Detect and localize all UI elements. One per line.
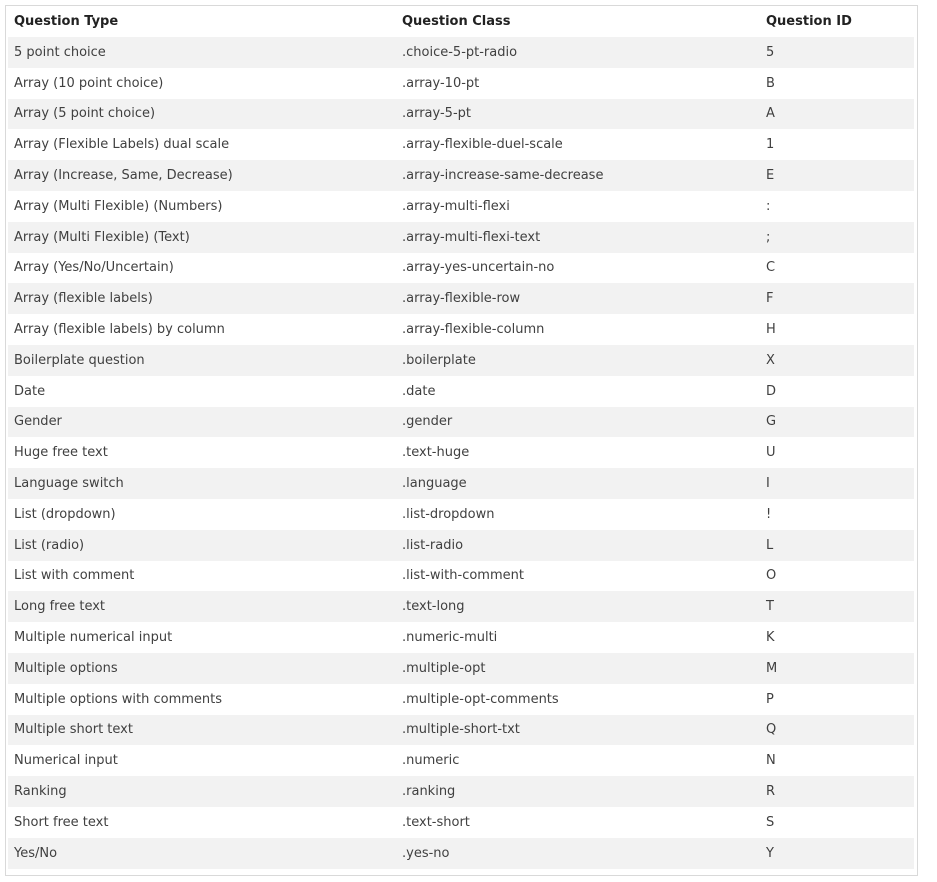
cell-question-id: N <box>760 745 914 776</box>
cell-question-id: : <box>760 191 914 222</box>
cell-question-id: O <box>760 561 914 592</box>
cell-question-type: Array (flexible labels) <box>8 283 396 314</box>
table-row <box>8 591 914 622</box>
table-row <box>8 160 914 191</box>
table-row <box>8 530 914 561</box>
table-row <box>8 222 914 253</box>
table-row <box>8 838 914 869</box>
cell-question-type: Array (Multi Flexible) (Text) <box>8 222 396 253</box>
cell-question-type: Array (flexible labels) by column <box>8 314 396 345</box>
table-row <box>8 99 914 130</box>
cell-question-id: P <box>760 684 914 715</box>
cell-question-id: C <box>760 253 914 284</box>
cell-question-class: .text-huge <box>396 437 760 468</box>
cell-question-type: Array (Increase, Same, Decrease) <box>8 160 396 191</box>
cell-question-type: List with comment <box>8 561 396 592</box>
table-row <box>8 715 914 746</box>
cell-question-type: Huge free text <box>8 437 396 468</box>
cell-question-class: .numeric-multi <box>396 622 760 653</box>
table-row <box>8 129 914 160</box>
cell-question-class: .list-dropdown <box>396 499 760 530</box>
cell-question-class: .text-long <box>396 591 760 622</box>
cell-question-id: B <box>760 68 914 99</box>
cell-question-id: E <box>760 160 914 191</box>
cell-question-class: .numeric <box>396 745 760 776</box>
table-row <box>8 253 914 284</box>
cell-question-id: X <box>760 345 914 376</box>
table-row <box>8 68 914 99</box>
cell-question-class: .array-multi-flexi <box>396 191 760 222</box>
cell-question-type: Gender <box>8 407 396 438</box>
cell-question-class: .gender <box>396 407 760 438</box>
table-row <box>8 807 914 838</box>
cell-question-id: L <box>760 530 914 561</box>
cell-question-class: .list-radio <box>396 530 760 561</box>
cell-question-type: Ranking <box>8 776 396 807</box>
cell-question-id: D <box>760 376 914 407</box>
cell-question-class: .array-increase-same-decrease <box>396 160 760 191</box>
cell-question-type: Array (Multi Flexible) (Numbers) <box>8 191 396 222</box>
table-row <box>8 314 914 345</box>
table-row <box>8 191 914 222</box>
cell-question-id: F <box>760 283 914 314</box>
cell-question-id: K <box>760 622 914 653</box>
cell-question-id: A <box>760 99 914 130</box>
cell-question-type: Array (Yes/No/Uncertain) <box>8 253 396 284</box>
cell-question-id: Y <box>760 838 914 869</box>
table-row <box>8 345 914 376</box>
cell-question-class: .array-flexible-row <box>396 283 760 314</box>
cell-question-class: .array-flexible-duel-scale <box>396 129 760 160</box>
cell-question-class: .language <box>396 468 760 499</box>
table-body <box>8 37 914 869</box>
cell-question-type: Date <box>8 376 396 407</box>
cell-question-class: .yes-no <box>396 838 760 869</box>
cell-question-class: .array-multi-flexi-text <box>396 222 760 253</box>
cell-question-type: List (radio) <box>8 530 396 561</box>
cell-question-id: S <box>760 807 914 838</box>
table-row <box>8 653 914 684</box>
table-row <box>8 745 914 776</box>
table-row <box>8 561 914 592</box>
table-row <box>8 407 914 438</box>
cell-question-id: 1 <box>760 129 914 160</box>
cell-question-type: Long free text <box>8 591 396 622</box>
cell-question-class: .text-short <box>396 807 760 838</box>
cell-question-class: .boilerplate <box>396 345 760 376</box>
cell-question-id: 5 <box>760 37 914 68</box>
cell-question-id: T <box>760 591 914 622</box>
cell-question-class: .multiple-opt <box>396 653 760 684</box>
cell-question-class: .ranking <box>396 776 760 807</box>
header-question-id: Question ID <box>766 14 852 29</box>
cell-question-class: .date <box>396 376 760 407</box>
cell-question-type: Multiple short text <box>8 715 396 746</box>
cell-question-type: Multiple options with comments <box>8 684 396 715</box>
cell-question-type: Yes/No <box>8 838 396 869</box>
cell-question-class: .multiple-opt-comments <box>396 684 760 715</box>
cell-question-id: R <box>760 776 914 807</box>
table-row <box>8 376 914 407</box>
cell-question-id: ! <box>760 499 914 530</box>
table-row <box>8 283 914 314</box>
cell-question-type: Array (5 point choice) <box>8 99 396 130</box>
cell-question-type: Array (10 point choice) <box>8 68 396 99</box>
header-row <box>8 6 914 37</box>
cell-question-class: .list-with-comment <box>396 561 760 592</box>
table-row <box>8 468 914 499</box>
cell-question-type: Numerical input <box>8 745 396 776</box>
cell-question-id: H <box>760 314 914 345</box>
cell-question-class: .array-5-pt <box>396 99 760 130</box>
cell-question-id: G <box>760 407 914 438</box>
question-types-table <box>8 6 914 869</box>
cell-question-class: .array-flexible-column <box>396 314 760 345</box>
table-row <box>8 622 914 653</box>
cell-question-type: Language switch <box>8 468 396 499</box>
cell-question-class: .array-10-pt <box>396 68 760 99</box>
cell-question-type: Short free text <box>8 807 396 838</box>
cell-question-type: List (dropdown) <box>8 499 396 530</box>
cell-question-id: U <box>760 437 914 468</box>
table-row <box>8 437 914 468</box>
cell-question-type: Multiple options <box>8 653 396 684</box>
question-types-table-container <box>5 5 918 876</box>
cell-question-id: I <box>760 468 914 499</box>
table-row <box>8 776 914 807</box>
cell-question-class: .array-yes-uncertain-no <box>396 253 760 284</box>
cell-question-class: .multiple-short-txt <box>396 715 760 746</box>
table-header <box>8 6 914 37</box>
table-row <box>8 684 914 715</box>
table-row <box>8 37 914 68</box>
cell-question-id: M <box>760 653 914 684</box>
cell-question-id: ; <box>760 222 914 253</box>
cell-question-class: .choice-5-pt-radio <box>396 37 760 68</box>
cell-question-type: 5 point choice <box>8 37 396 68</box>
table-row <box>8 499 914 530</box>
cell-question-type: Boilerplate question <box>8 345 396 376</box>
cell-question-type: Array (Flexible Labels) dual scale <box>8 129 396 160</box>
header-question-type: Question Type <box>14 14 119 29</box>
header-question-class: Question Class <box>402 14 511 29</box>
cell-question-type: Multiple numerical input <box>8 622 396 653</box>
cell-question-id: Q <box>760 715 914 746</box>
